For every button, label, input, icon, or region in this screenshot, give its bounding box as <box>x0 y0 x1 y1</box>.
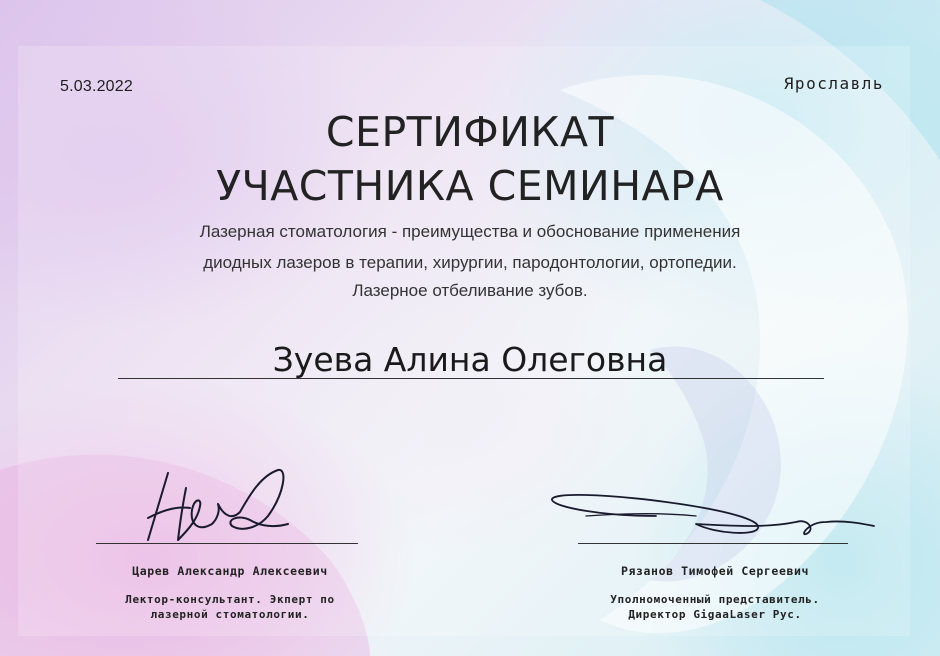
certificate-subtitle-heading: УЧАСТНИКА СЕМИНАРА <box>216 162 724 210</box>
left-signature <box>128 458 298 548</box>
certificate-title: СЕРТИФИКАТ <box>325 108 615 156</box>
right-signatory-name: Рязанов Тимофей Сергеевич <box>620 564 810 578</box>
left-signature-line <box>96 543 358 544</box>
left-signatory-role <box>80 592 380 622</box>
seminar-topic-line-3: Лазерное отбеливание зубов. <box>352 281 588 300</box>
right-signatory-role <box>555 592 875 622</box>
seminar-topic-line-2: диодных лазеров в терапии, хирургии, пародонтологии, ортопедии. <box>203 253 737 272</box>
left-role-line-2: лазерной стоматологии. <box>150 608 310 621</box>
left-signatory-name: Царев Александр Алексеевич <box>132 564 328 578</box>
right-role-line-2: Директор GigaaLaser Рус. <box>628 608 802 621</box>
right-signature <box>546 486 876 546</box>
seminar-topic-line-1: Лазерная стоматология - преимущества и обоснование применения <box>199 222 741 241</box>
recipient-name: Зуева Алина Олеговна <box>272 340 668 379</box>
left-role-line-1: Лектор-консультант. Экперт по <box>125 593 335 606</box>
issue-city: Ярославль <box>783 74 884 93</box>
right-role-line-1: Уполномоченный представитель. <box>610 593 820 606</box>
issue-date: 5.03.2022 <box>60 78 133 95</box>
recipient-underline <box>118 378 824 379</box>
right-signature-line <box>578 543 848 544</box>
